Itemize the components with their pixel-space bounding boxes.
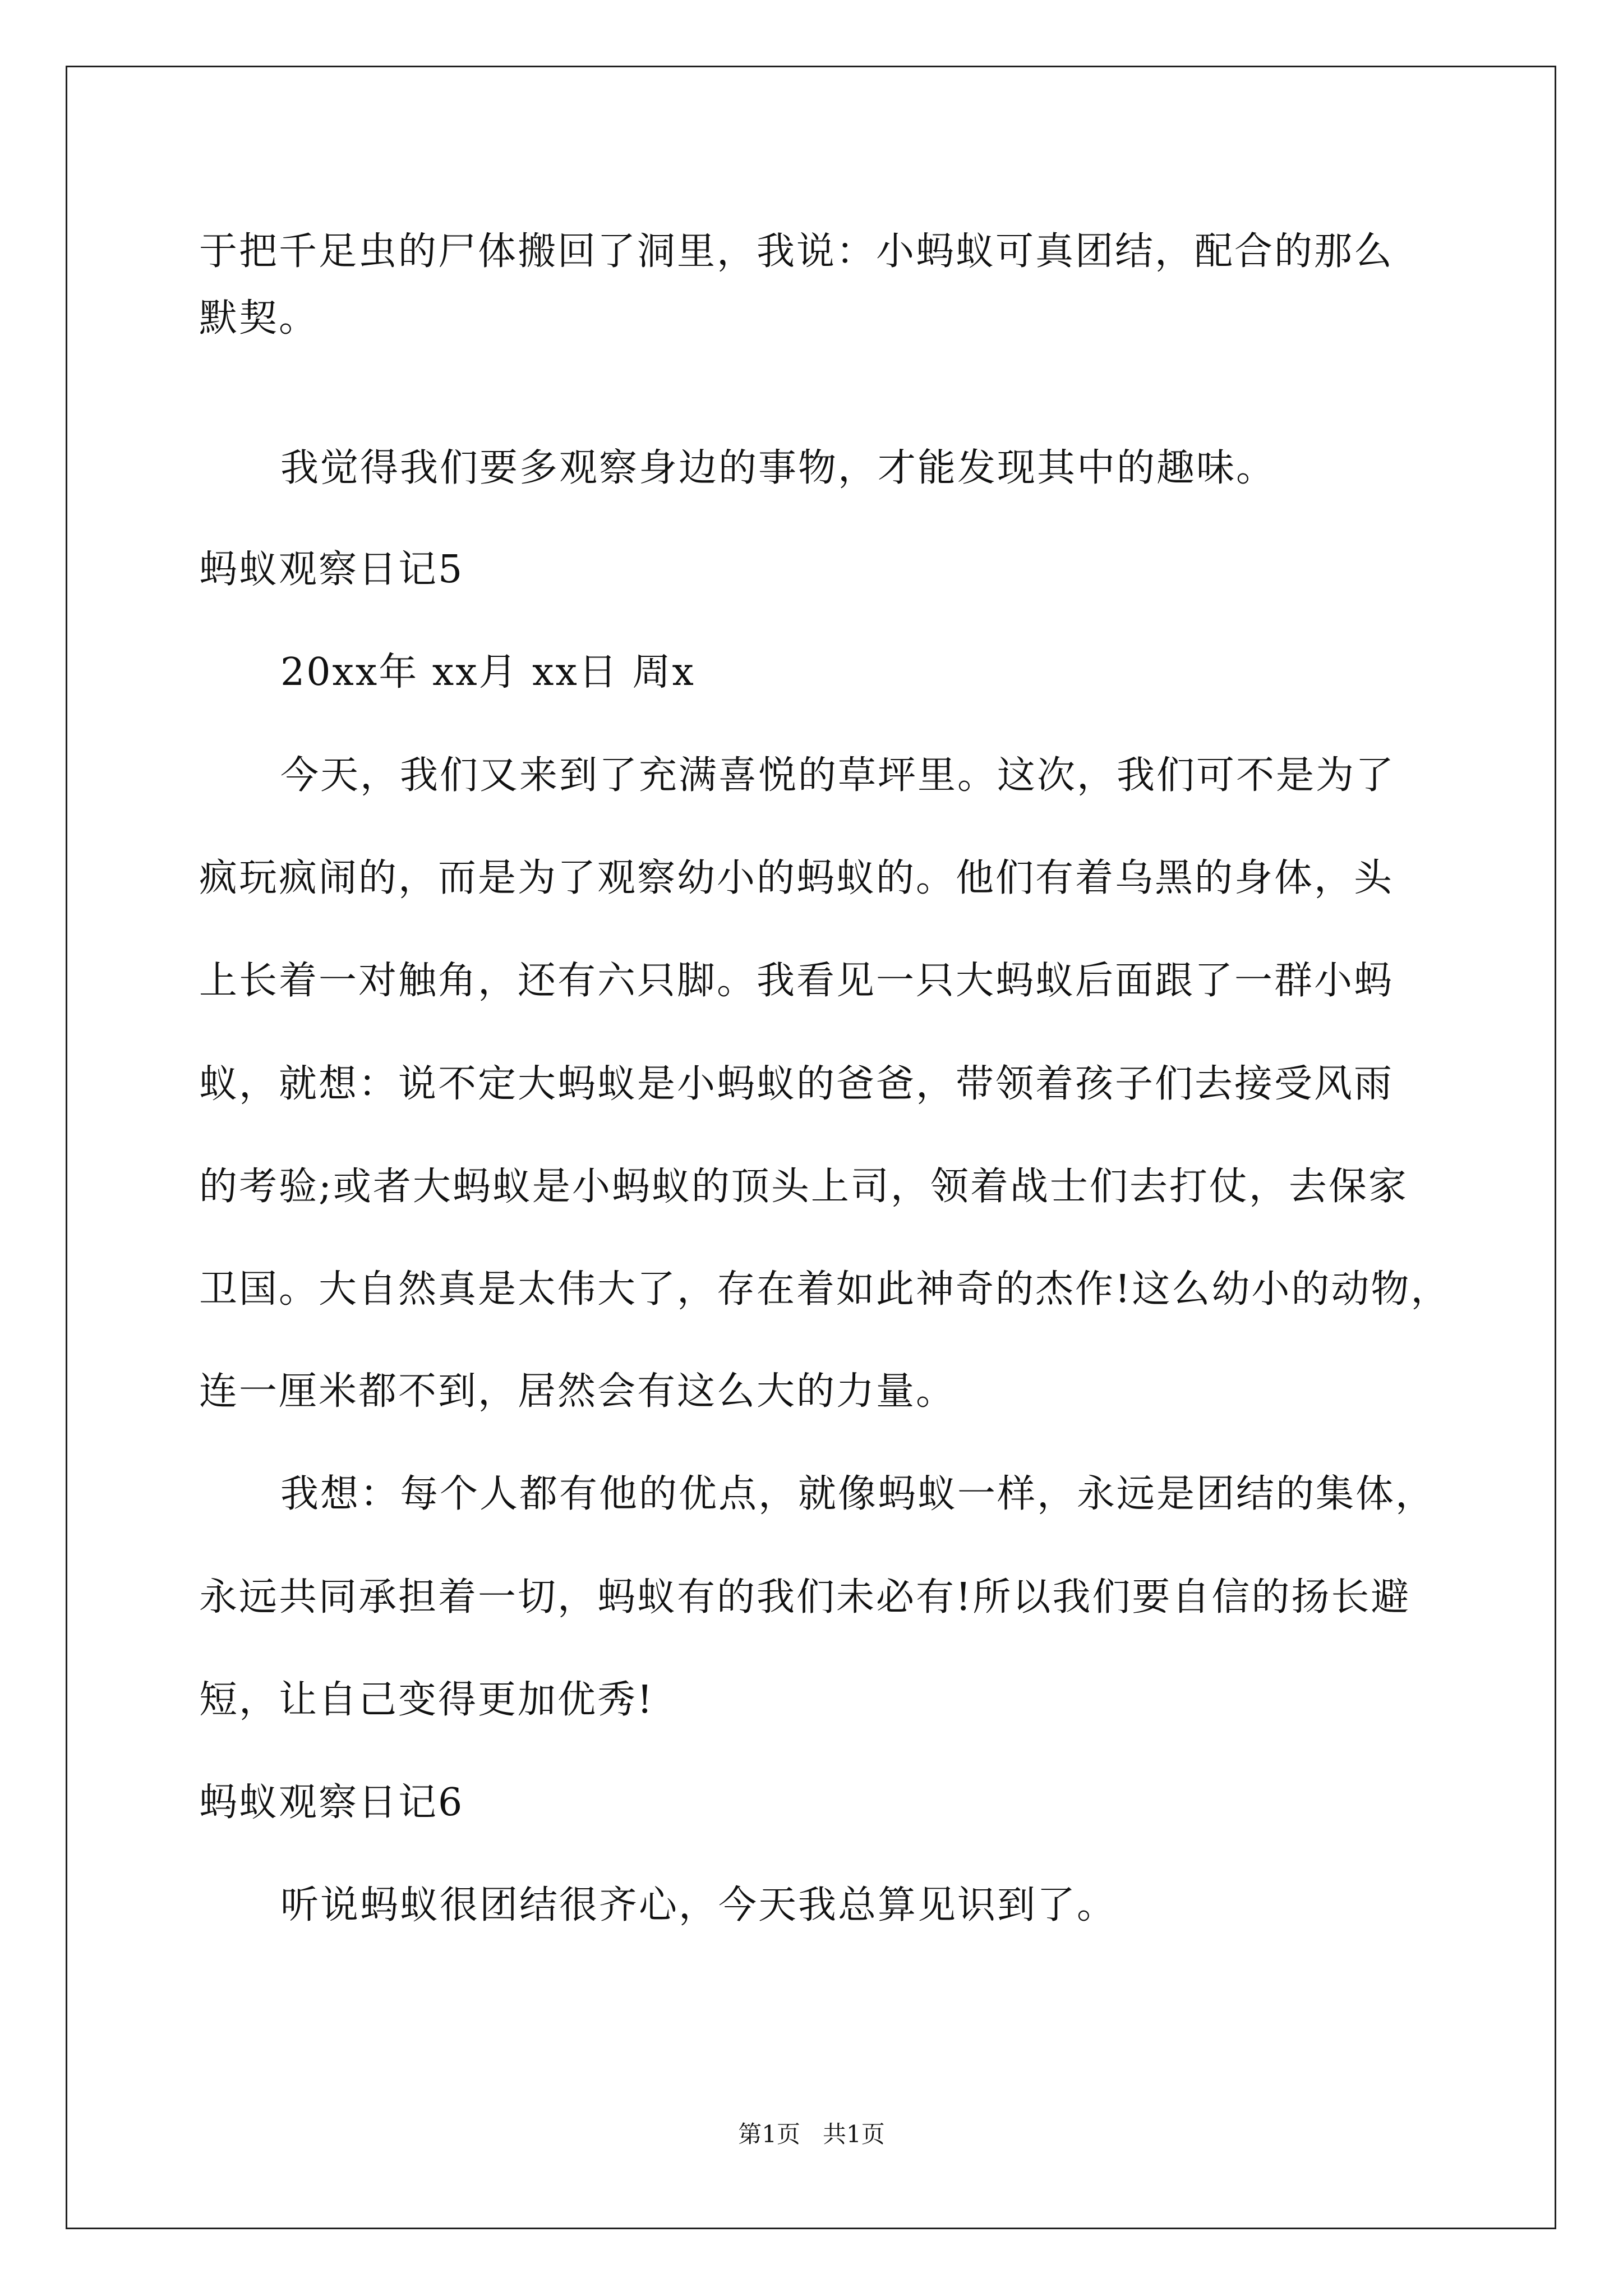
body-line: 我想：每个人都有他的优点，就像蚂蚁一样，永远是团结的集体， <box>280 1472 1436 1516</box>
body-line: 听说蚂蚁很团结很齐心，今天我总算见识到了。 <box>280 1883 1117 1927</box>
body-line: 于把千足虫的尸体搬回了洞里，我说：小蚂蚁可真团结，配合的那么 <box>199 229 1394 274</box>
body-line: 疯玩疯闹的，而是为了观察幼小的蚂蚁的。他们有着乌黑的身体，头 <box>199 856 1394 900</box>
body-line: 卫国。大自然真是太伟大了，存在着如此神奇的杰作!这么幼小的动物， <box>199 1267 1451 1312</box>
body-line: 上长着一对触角，还有六只脚。我看见一只大蚂蚁后面跟了一群小蚂 <box>199 959 1394 1003</box>
body-line: 蚁，就想：说不定大蚂蚁是小蚂蚁的爸爸，带领着孩子们去接受风雨 <box>199 1062 1394 1106</box>
body-line: 今天，我们又来到了充满喜悦的草坪里。这次，我们可不是为了 <box>280 753 1396 798</box>
page-footer: 第1页 共1页 <box>738 2120 885 2148</box>
section-heading: 蚂蚁观察日记6 <box>199 1780 464 1825</box>
body-line: 短，让自己变得更加优秀! <box>199 1678 654 1722</box>
body-line: 我觉得我们要多观察身边的事物，才能发现其中的趣味。 <box>280 446 1276 490</box>
body-line: 的考验;或者大蚂蚁是小蚂蚁的顶头上司，领着战士们去打仗，去保家 <box>199 1165 1408 1209</box>
body-line: 默契。 <box>199 296 319 341</box>
section-heading: 蚂蚁观察日记5 <box>199 547 464 592</box>
body-line: 永远共同承担着一切，蚂蚁有的我们未必有!所以我们要自信的扬长避 <box>199 1575 1411 1619</box>
body-line: 连一厘米都不到，居然会有这么大的力量。 <box>199 1369 956 1414</box>
diary-date: 20xx年 xx月 xx日 周x <box>280 650 695 694</box>
